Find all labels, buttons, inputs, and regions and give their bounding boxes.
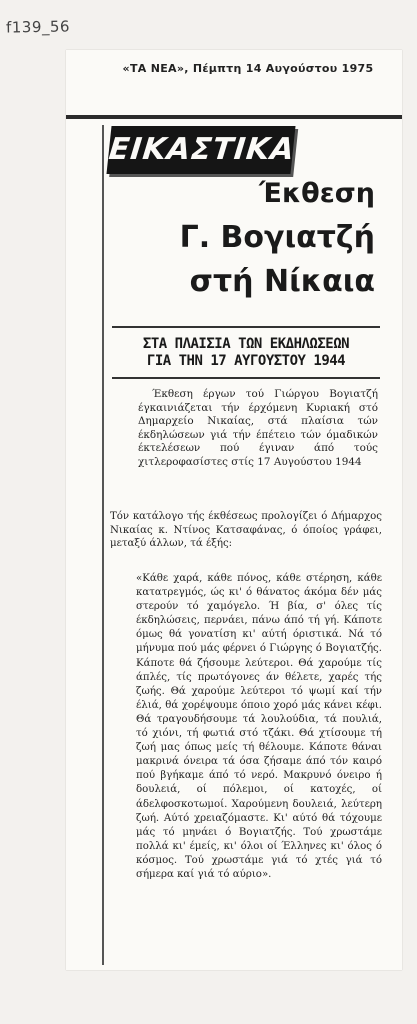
article-subhead xyxy=(110,336,382,370)
lead-text: Έκθεση έργων τού Γιώργου Βογιατζή έγκαινιάζεται τήν έρχόμενη Κυριακή στό Δημαρχείο Νικαίας, στά πλαίσια τών έκδηλώσεων γιά τήν έπέτειο τών όμαδικών έκτελέσεων πού έγιναν άπό τούς χιτλεροφασίστες στίς 17 Αυγούστου 1944 xyxy=(138,388,378,468)
handwritten-reference: f139_56 xyxy=(5,17,71,37)
section-badge: ΕΙΚΑΣΤΙΚΑ xyxy=(106,126,295,174)
title-line-1: Έκθεση xyxy=(259,178,375,209)
intro-paragraph xyxy=(110,510,382,551)
title-line-2: Γ. Βογιατζή xyxy=(179,220,375,255)
masthead-rule xyxy=(66,115,402,119)
lead-paragraph xyxy=(138,388,378,470)
newspaper-masthead: «ΤΑ ΝΕΑ», Πέμπτη 14 Αυγούστου 1975 xyxy=(122,62,374,75)
subhead-rule-bottom xyxy=(112,377,380,379)
subhead-line-2: ΓΙΑ ΤΗΝ 17 ΑΥΓΟΥΣΤΟΥ 1944 xyxy=(146,353,346,369)
subhead-line-1: ΣΤΑ ΠΛΑΙΣΙΑ ΤΩΝ ΕΚΔΗΛΩΣΕΩΝ xyxy=(142,336,350,352)
column-rule xyxy=(102,125,104,965)
subhead-rule-top xyxy=(112,326,380,328)
quote-text: «Κάθε χαρά, κάθε πόνος, κάθε στέρηση, κάθε κατατρεγμός, ώς κι' ό θάνατος άκόμα δέν μάς στερούν τό χαμόγελο. Ή βία, σ' όλες τίς έκδηλώσεις, περνάει, πάνω άπό τή γή. Κάποτε όμως θά γονατίση κι' αύτή όριστικά. Νά τό μήνυμα πού μάς φέρνει ό Γιώργης ό Βογιατζής. Κάποτε θά ζήσουμε λεύτεροι. Θά χαρούμε τίς άπλές, τίς πρωτόγονες άν θέλετε, χαρές τής ζωής. Θά χαρούμε λεύτεροι τό ψωμί καί τήν έλιά, θά χορέψουμε όποιο χορό μάς κάνει κέφι. Θά τραγουδήσουμε τά λουλούδια, τά πουλιά, τό χιόνι, τή φωτιά στό τζάκι. Θά χτίσουμε τή ζωή μας όπως μείς τή θέλουμε. Κάποτε θάναι μακρινά όνειρα τά όσα ζήσαμε άπό τόν καιρό πού βγήκαμε άπό τό νερό. Μακρυνό όνειρο ή δουλειά, οί πόλεμοι, οί κατοχές, οί άδελφοσκοτωμοί. Χαρούμενη δουλειά, λεύτερη ζωή. Αύτό χρειαζόμαστε. Κι' αύτό θά τόχουμε μάς τό μηνάει ό Βογιατζής. Τού χρωστάμε πολλά κι' έμείς, κι' όλοι οί Έλληνες κι' όλος ό κόσμος. Τού χρωστάμε γιά τό χτές γιά τό σήμερα καί γιά τό αύριο». xyxy=(136,573,382,880)
article-title xyxy=(110,172,375,304)
title-line-3: στή Νίκαια xyxy=(189,264,375,299)
quote-paragraph xyxy=(136,572,382,882)
intro-text: Τόν κατάλογο τής έκθέσεως προλογίζει ό Δήμαρχος Νικαίας κ. Ντίνος Κατσαφάνας, ό όποίος γράφει, μεταξύ άλλων, τά έξής: xyxy=(110,511,382,549)
